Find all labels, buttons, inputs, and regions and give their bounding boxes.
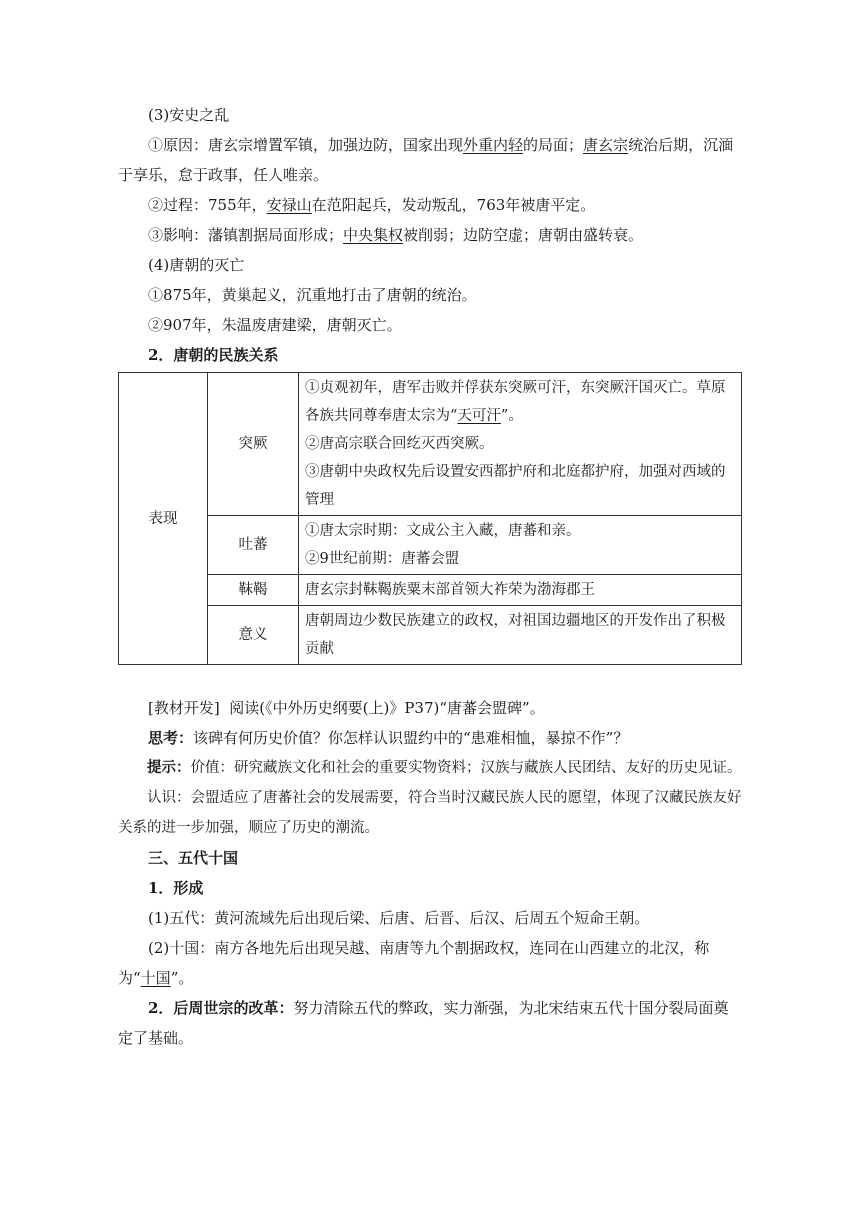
paragraph-five-dynasties: (1)五代：黄河流域先后出现后梁、后唐、后晋、后汉、后周五个短命王朝。 (148, 909, 650, 927)
hint-label: 提示： (147, 759, 191, 776)
paragraph-ten-kingdoms: (2)十国：南方各地先后出现吴越、南唐等九个割据政权，连同在山西建立的北汉，称为“十国”。 (118, 939, 710, 987)
table-row (119, 516, 742, 575)
paragraph-cause: ①原因：唐玄宗增置军镇，加强边防，国家出现外重内轻的局面；唐玄宗统治后期，沉湎于享乐，怠于政事，任人唯亲。 (118, 136, 734, 184)
section-heading-fall: (4)唐朝的灭亡 (148, 256, 245, 274)
think-question: 思考：该碑有何历史价值？你怎样认识盟约中的“患难相恤，暴掠不作”？ (148, 729, 629, 747)
underlined-term: 外重内轻 (463, 136, 524, 154)
table-cell-significance-label: 意义 (208, 606, 299, 665)
underlined-term: 十国 (140, 969, 171, 987)
section-title-five-dynasties: 三、五代十国 (148, 849, 239, 867)
paragraph-impact: ③影响：藩镇割据局面形成；中央集权被削弱；边防空虚；唐朝由盛转衰。 (148, 226, 644, 244)
table-cell-tubo-label: 吐蕃 (208, 516, 299, 575)
table-cell-mohe-content: 唐玄宗封靺鞨族粟末部首领大祚荣为渤海郡王 (299, 575, 742, 606)
underlined-term: 天可汗 (457, 408, 501, 424)
paragraph-later-zhou-reform: 2．后周世宗的改革：努力清除五代的弊政，实力渐强，为北宋结束五代十国分裂局面奠定了基础。 (118, 999, 729, 1047)
table-row (119, 575, 742, 606)
table-cell-performance: 表现 (119, 373, 208, 665)
paragraph-process: ②过程：755年，安禄山在范阳起兵，发动叛乱，763年被唐平定。 (148, 196, 596, 214)
section-title-ethnic-relations: 2．唐朝的民族关系 (148, 346, 279, 364)
think-label: 思考： (148, 729, 194, 747)
table-cell-tujue-label: 突厥 (208, 373, 299, 516)
textbook-development: [教材开发] 阅读(《中外历史纲要(上)》P37)“唐蕃会盟碑”。 (148, 699, 545, 717)
table-cell-significance-content: 唐朝周边少数民族建立的政权，对祖国边疆地区的开发作出了积极贡献 (299, 606, 742, 665)
paragraph-fall-2: ②907年，朱温废唐建梁，唐朝灭亡。 (148, 316, 402, 334)
table-cell-tujue-content: ①贞观初年，唐军击败并俘获东突厥可汗，东突厥汗国灭亡。草原各族共同尊奉唐太宗为“天可汗”。 ②唐高宗联合回纥灭西突厥。 ③唐朝中央政权先后设置安西都护府和北庭都护府，加强对西域的管理 (299, 373, 742, 516)
underlined-term: 唐玄宗 (583, 136, 629, 154)
hint-value: 提示：价值：研究藏族文化和社会的重要实物资料；汉族与藏族人民团结、友好的历史见证。 (147, 759, 742, 776)
underlined-term: 安禄山 (266, 196, 312, 214)
hint-understanding: 认识：会盟适应了唐蕃社会的发展需要，符合当时汉藏民族人民的愿望，体现了汉藏民族友好关系的进一步加强，顺应了历史的潮流。 (118, 790, 742, 836)
table-row (119, 373, 742, 516)
underlined-term: 中央集权 (343, 226, 404, 244)
section-heading-anshi: (3)安史之乱 (148, 106, 230, 124)
table-cell-tubo-content: ①唐太宗时期：文成公主入藏，唐蕃和亲。 ②9世纪前期：唐蕃会盟 (299, 516, 742, 575)
reform-label: 2．后周世宗的改革： (148, 999, 294, 1017)
ethnic-relations-table (118, 372, 742, 665)
paragraph-fall-1: ①875年，黄巢起义，沉重地打击了唐朝的统治。 (148, 286, 477, 304)
table-row (119, 606, 742, 665)
subheading-formation: 1．形成 (148, 879, 204, 897)
textbook-tag: [教材开发] (148, 699, 220, 717)
table-cell-mohe-label: 靺鞨 (208, 575, 299, 606)
document-body (118, 100, 742, 1053)
